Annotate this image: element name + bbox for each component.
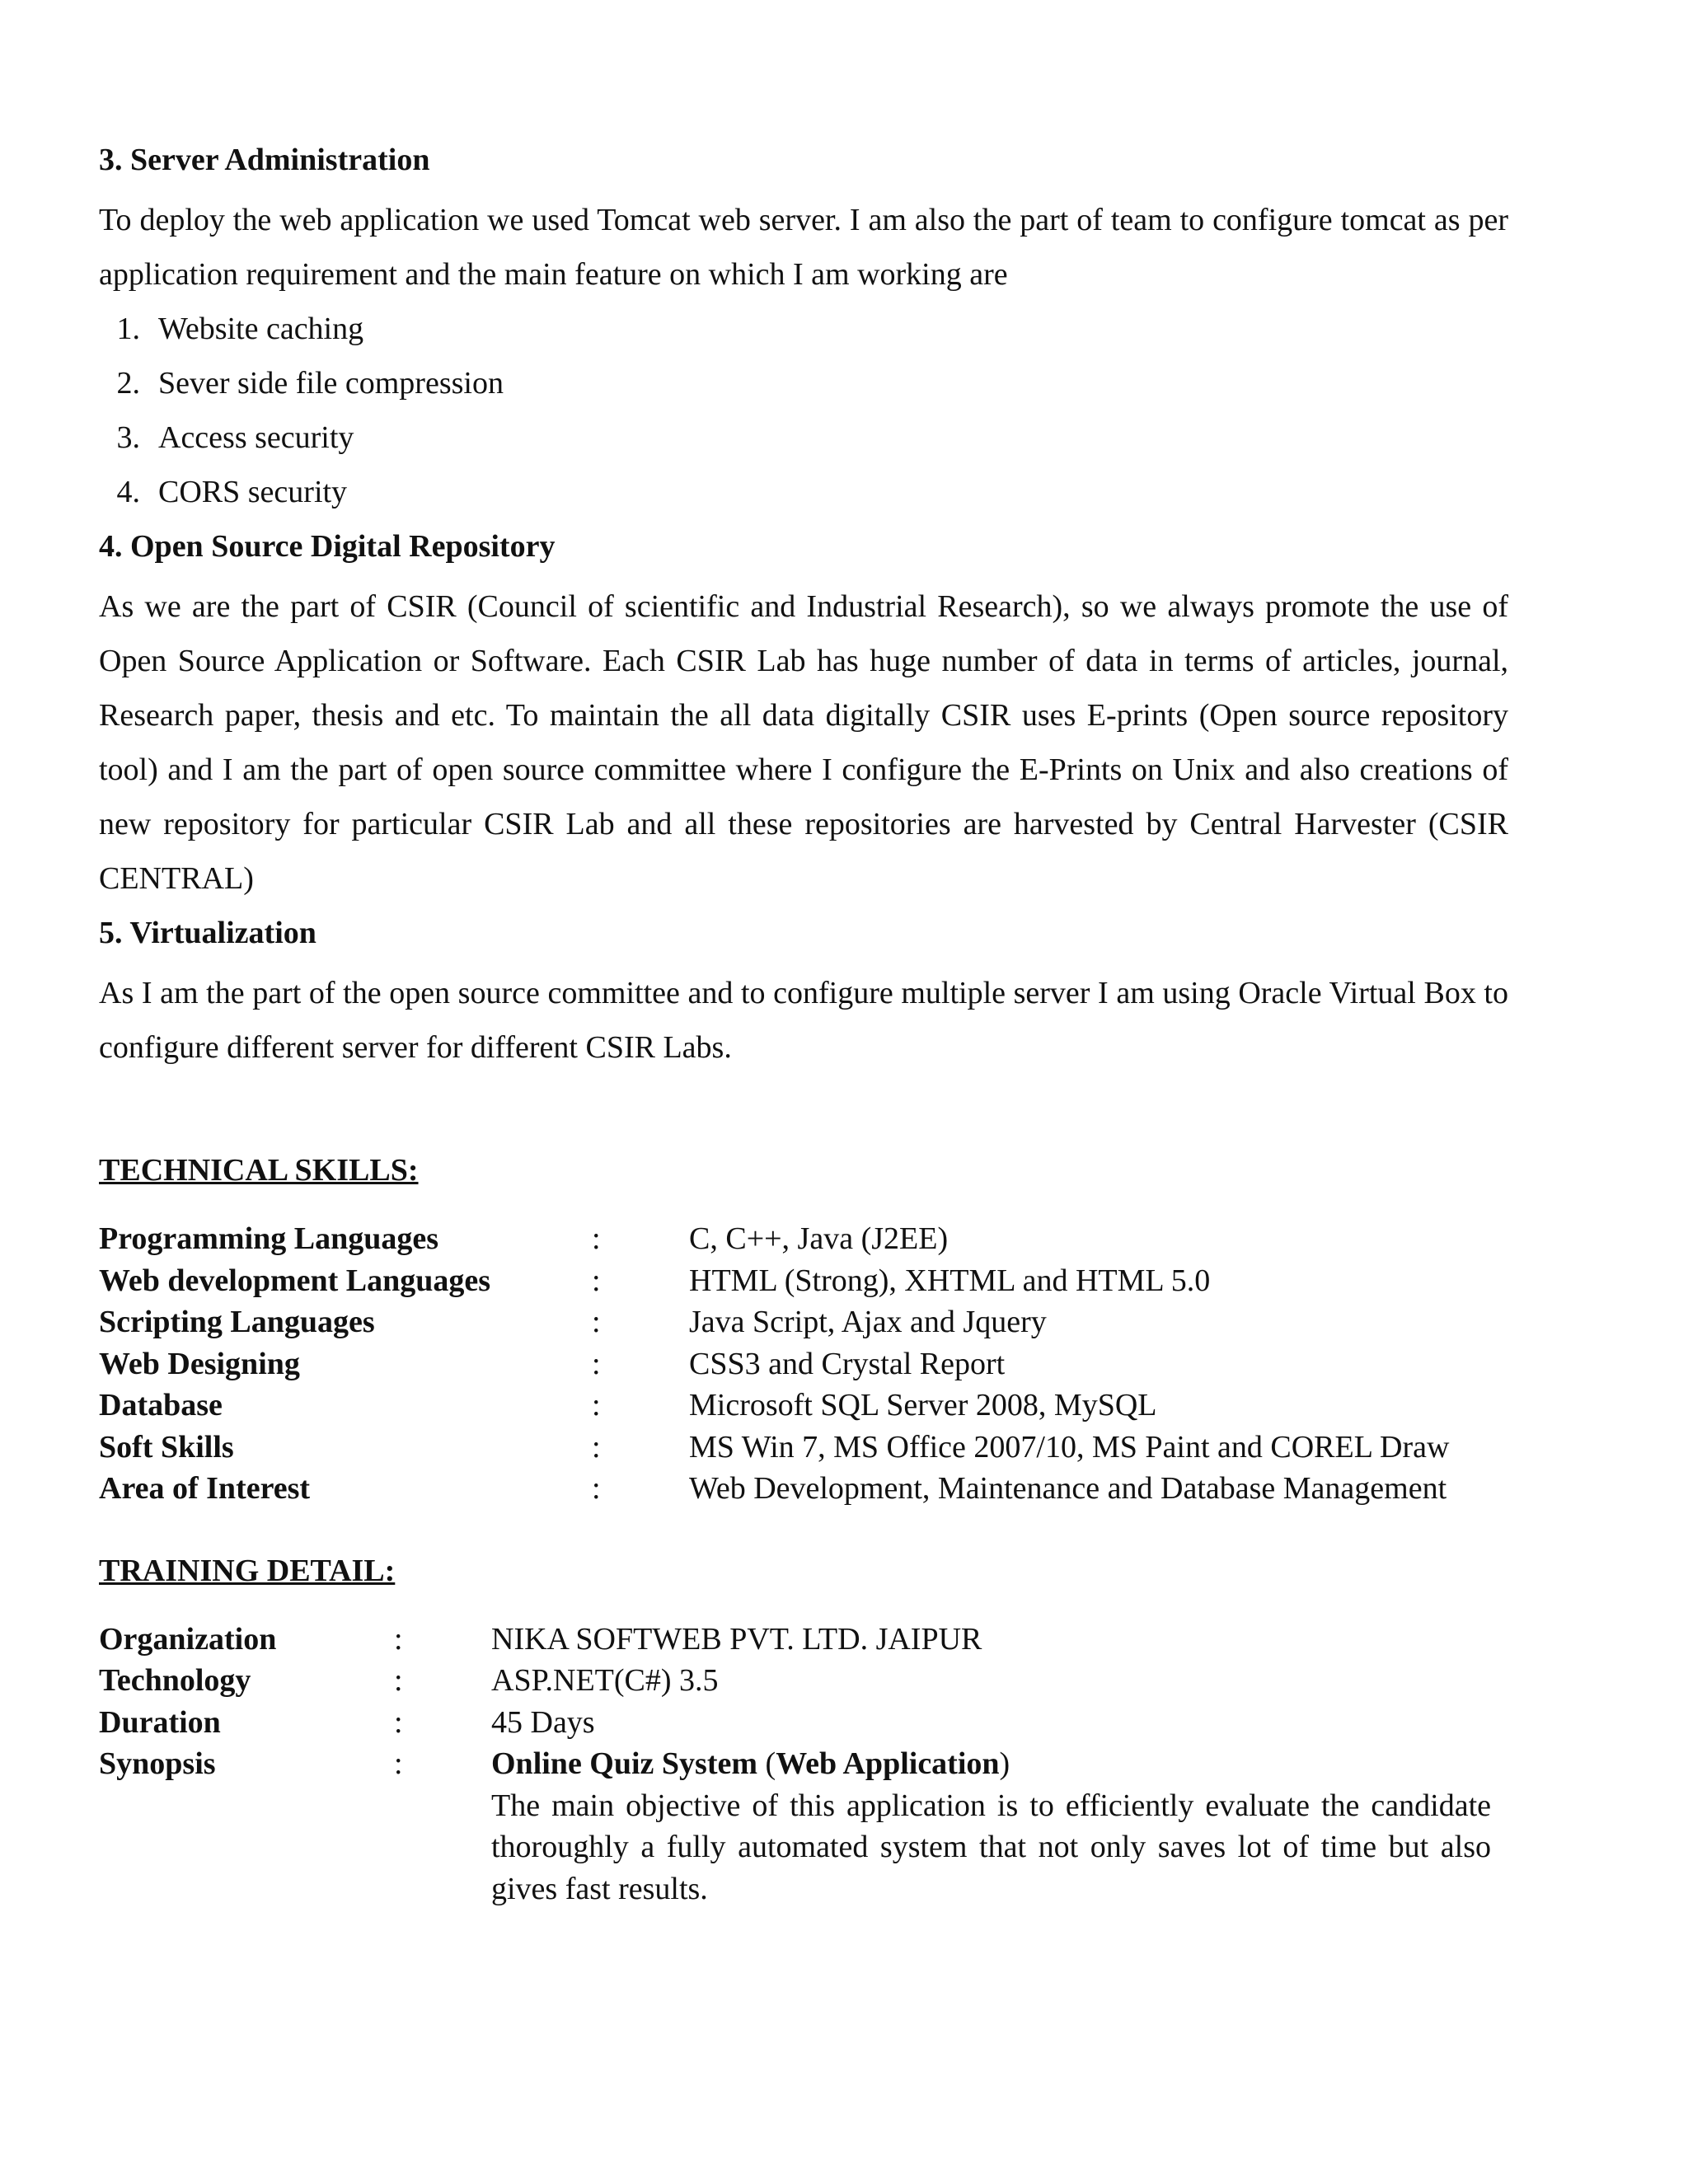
- table-row: [99, 1427, 1449, 1469]
- table-row: [99, 1702, 1491, 1744]
- separator: :: [394, 1663, 403, 1698]
- separator: :: [592, 1388, 601, 1422]
- training-value: 45 Days: [491, 1704, 595, 1740]
- training-label: Organization: [99, 1621, 277, 1657]
- synopsis-title: [491, 1743, 1491, 1785]
- section-heading-virtualization: 5. Virtualization: [99, 916, 316, 950]
- training-label: Technology: [99, 1663, 251, 1698]
- list-item: [99, 302, 1508, 356]
- list-item: [99, 410, 1508, 465]
- list-item-number: 3.: [116, 420, 140, 455]
- skill-value: MS Win 7, MS Office 2007/10, MS Paint and COREL Draw: [689, 1429, 1450, 1465]
- list-item-text: CORS security: [158, 475, 348, 509]
- table-row: [99, 1468, 1449, 1510]
- separator: :: [394, 1704, 403, 1740]
- server-features-list: [99, 302, 1508, 519]
- synopsis-value: [491, 1743, 1491, 1910]
- section-heading-open-source-repository: 4. Open Source Digital Repository: [99, 529, 556, 564]
- training-value: NIKA SOFTWEB PVT. LTD. JAIPUR: [491, 1621, 982, 1657]
- list-item: [99, 356, 1508, 410]
- virtualization-paragraph: As I am the part of the open source committee and to configure multiple server I am using Oracle Virtual Box to configure different server for different CSIR Labs.: [99, 976, 1508, 1065]
- list-item-number: 1.: [116, 312, 140, 346]
- training-label: Duration: [99, 1704, 221, 1740]
- list-item: [99, 465, 1508, 519]
- technical-skills-table: [99, 1218, 1449, 1510]
- server-administration-intro: To deploy the web application we used Tomcat web server. I am also the part of team to configure tomcat as per application requirement and the main feature on which I am working are: [99, 203, 1508, 292]
- skill-value: Microsoft SQL Server 2008, MySQL: [689, 1388, 1157, 1422]
- skill-value: HTML (Strong), XHTML and HTML 5.0: [689, 1263, 1211, 1298]
- page-content: [99, 138, 1508, 1910]
- separator: :: [592, 1346, 601, 1381]
- technical-skills-heading: TECHNICAL SKILLS:: [99, 1153, 419, 1188]
- table-row: [99, 1619, 1491, 1661]
- table-row: [99, 1301, 1449, 1343]
- separator: :: [592, 1471, 601, 1506]
- skill-label: Area of Interest: [99, 1471, 311, 1506]
- skill-label: Web Designing: [99, 1346, 300, 1381]
- separator: :: [394, 1746, 403, 1781]
- repository-paragraph: As we are the part of CSIR (Council of scientific and Industrial Research), so we always promote the use of Open Source Application or Software. Each CSIR Lab has huge number of data in terms of articles, journal, Research paper, thesis and etc. To maintain the all data digitally CSIR uses E-prints (Open source repository tool) and I am the part of open source committee where I configure the E-Prints on Unix and also creations of new repository for particular CSIR Lab and all these repositories are harvested by Central Harvester (CSIR CENTRAL): [99, 589, 1508, 896]
- list-item-text: Website caching: [158, 312, 364, 346]
- table-row: [99, 1660, 1491, 1702]
- synopsis-title-close-paren: ): [999, 1746, 1010, 1781]
- table-row: [99, 1385, 1449, 1427]
- synopsis-title-type: Web Application: [776, 1746, 1000, 1781]
- skill-label: Scripting Languages: [99, 1305, 375, 1339]
- table-row: [99, 1260, 1449, 1302]
- skill-value: Web Development, Maintenance and Database Management: [689, 1471, 1447, 1506]
- skill-value: C, C++, Java (J2EE): [689, 1221, 949, 1256]
- skill-value: Java Script, Ajax and Jquery: [689, 1305, 1047, 1339]
- separator: :: [592, 1221, 601, 1256]
- synopsis-title-project: Online Quiz System: [491, 1746, 758, 1781]
- synopsis-body: The main objective of this application is to efficiently evaluate the candidate thoroughly a fully automated system that not only saves lot of time but also gives fast results.: [491, 1788, 1491, 1906]
- separator: :: [394, 1621, 403, 1657]
- synopsis-title-open-paren: (: [757, 1746, 776, 1781]
- skill-label: Web development Languages: [99, 1263, 491, 1298]
- skill-value: CSS3 and Crystal Report: [689, 1346, 1006, 1381]
- training-label: Synopsis: [99, 1746, 216, 1781]
- list-item-text: Access security: [158, 420, 354, 455]
- table-row: [99, 1218, 1449, 1260]
- section-heading-server-administration: 3. Server Administration: [99, 143, 430, 177]
- skill-label: Programming Languages: [99, 1221, 439, 1256]
- separator: :: [592, 1429, 601, 1465]
- list-item-text: Sever side file compression: [158, 366, 504, 401]
- table-row: [99, 1343, 1449, 1385]
- separator: :: [592, 1263, 601, 1298]
- list-item-number: 2.: [116, 366, 140, 401]
- separator: :: [592, 1305, 601, 1339]
- table-row: [99, 1743, 1491, 1910]
- training-value: ASP.NET(C#) 3.5: [491, 1663, 719, 1698]
- list-item-number: 4.: [116, 475, 140, 509]
- training-detail-heading: TRAINING DETAIL:: [99, 1553, 396, 1588]
- skill-label: Database: [99, 1388, 223, 1422]
- training-detail-table: [99, 1619, 1491, 1910]
- skill-label: Soft Skills: [99, 1429, 234, 1465]
